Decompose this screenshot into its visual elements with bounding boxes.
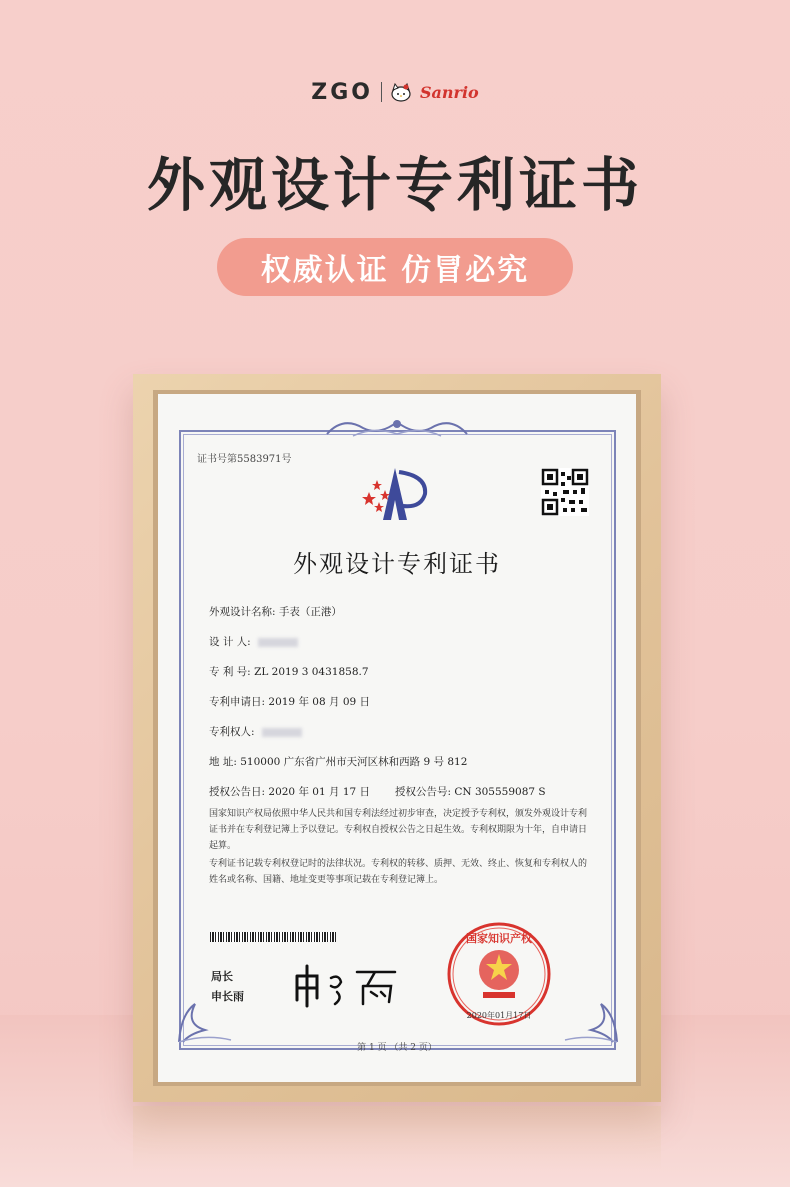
- redacted-name: [258, 638, 298, 647]
- certificate-frame: [133, 374, 661, 1102]
- certificate-title: 外观设计专利证书: [293, 550, 501, 578]
- field-value: 手表（正港）: [278, 606, 342, 618]
- field-design-name: [209, 604, 342, 619]
- field-label: 专利权人:: [209, 726, 255, 738]
- field-value: 2020 年 01 月 17 日: [268, 786, 371, 798]
- redacted-name: [262, 728, 302, 737]
- field-label: 设 计 人:: [209, 636, 251, 648]
- bottom-left-ornament: [175, 974, 235, 1046]
- field-label: 专利申请日:: [209, 696, 266, 708]
- field-application-date: [209, 694, 370, 709]
- field-value: ZL 2019 3 0431858.7: [254, 666, 369, 678]
- certificate-paragraph-1: 国家知识产权局依照中华人民共和国专利法经过初步审查，决定授予专利权，颁发外观设计专利证书并在专利登记簿上予以登记。专利权自授权公告之日起生效。专利权期限为十年，自申请日起算。: [209, 809, 588, 851]
- svg-text:国家知识产权: 国家知识产权: [466, 932, 532, 945]
- patent-office-emblem-icon: [355, 462, 435, 524]
- certificate-paragraph-2: 专利证书记载专利权登记时的法律状况。专利权的转移、质押、无效、终止、恢复和专利权人的姓名或名称、国籍、地址变更等事项记载在专利登记簿上。: [209, 859, 588, 885]
- qr-code-icon: [541, 468, 589, 516]
- field-grant-number: [395, 784, 546, 799]
- field-address: [209, 754, 467, 769]
- signer-title: 局长: [211, 970, 233, 983]
- page-number: 第 1 页 （共 2 页）: [357, 1043, 437, 1053]
- field-value: CN 305559087 S: [454, 786, 546, 798]
- signer-name: 申长雨: [211, 990, 244, 1003]
- field-patent-number: [209, 664, 369, 679]
- tagline-badge: 权威认证 仿冒必究: [217, 238, 573, 296]
- handwritten-signature: [291, 962, 401, 1017]
- page-title: 外观设计专利证书: [146, 151, 643, 219]
- field-value: 510000 广东省广州市天河区林和西路 9 号 812: [240, 756, 468, 768]
- svg-text:2020年01月17日: 2020年01月17日: [466, 1011, 532, 1020]
- brand-divider: [381, 82, 382, 102]
- field-label: 授权公告日:: [209, 786, 266, 798]
- field-label: 地 址:: [209, 756, 237, 768]
- hello-kitty-logo-icon: [390, 82, 412, 102]
- bottom-right-ornament: [561, 974, 621, 1046]
- zgo-logo: ZGO: [311, 79, 373, 105]
- certificate-number: 证书号第5583971号: [197, 454, 292, 465]
- field-label: 外观设计名称:: [209, 606, 276, 618]
- field-patentee: [209, 724, 302, 739]
- official-seal-icon: [445, 920, 553, 1028]
- field-designer: [209, 634, 298, 649]
- field-value: 2019 年 08 月 09 日: [268, 696, 371, 708]
- sanrio-logo: Sanrio: [419, 82, 479, 102]
- brand-bar: [0, 78, 790, 106]
- barcode: [210, 932, 336, 942]
- frame-reflection: [133, 1106, 661, 1187]
- field-label: 专 利 号:: [209, 666, 251, 678]
- field-grant-date: [209, 784, 370, 799]
- field-label: 授权公告号:: [395, 786, 452, 798]
- top-ornament: [323, 414, 471, 442]
